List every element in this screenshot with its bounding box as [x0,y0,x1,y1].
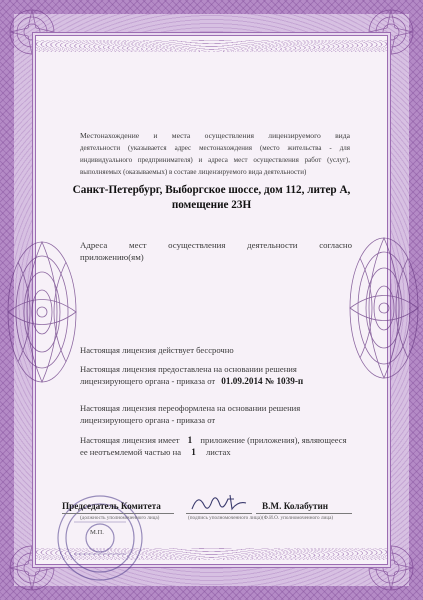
reissue-statement [80,402,352,426]
signatory-name: В.М. Колабутин [262,501,329,511]
reissue-line: Настоящая лицензия переоформлена на основании решения [80,403,301,413]
basis-statement [80,363,352,387]
activity-places-word: осуществления [168,240,226,250]
location-heading-line: Местонахождение и места осуществления лицензируемого вида [80,131,350,140]
location-heading-line: деятельности (указывается адрес местонахождения (место жительства - для [80,144,350,152]
name-caption: (Ф.И.О. уполномоченного лица) [262,515,334,521]
appendix-line-prefix: Настоящая лицензия имеет [80,435,180,445]
wave-ornament-top [36,40,387,52]
activity-places-word: согласно [319,240,352,250]
validity-statement: Настоящая лицензия действует бессрочно [80,345,234,355]
name-line [256,513,352,514]
activity-places-word: Адреса [80,240,108,250]
basis-line: Настоящая лицензия предоставлена на основании решения [80,364,297,374]
activity-places-word: деятельности [247,240,298,250]
appendix-line-suffix: листах [205,447,231,457]
basis-line-prefix: лицензирующего органа - приказа от [80,376,216,386]
appendix-statement [80,434,352,458]
signature-caption: (подпись уполномоченного лица) [188,515,262,521]
position-caption: (должность уполномоченного лица) [80,515,160,521]
activity-places-line: приложению(ям) [80,252,144,262]
location-heading-line: индивидуального предпринимателя) и адреса мест осуществления работ (услуг), [80,156,350,164]
address-line: Санкт-Петербург, Выборгское шоссе, дом 112, литер А, [72,184,351,196]
activity-places-line [80,239,352,251]
appendix-line [80,446,352,458]
stamp-mark: М.П. [90,529,104,536]
location-heading [80,130,350,178]
signature-line [186,513,252,514]
reissue-line: лицензирующего органа - приказа от [80,415,216,425]
order-date-number: 01.09.2014 № 1039-п [221,376,304,386]
appendix-line [80,434,352,446]
sheet-count: 1 [191,447,196,457]
signatory-position: Председатель Комитета [62,501,161,511]
appendix-count: 1 [187,435,193,445]
license-address [70,183,353,213]
appendix-line-prefix: ее неотъемлемой частью на [80,447,182,457]
location-heading-line: выполняемых (оказываемых) в составе лицензируемого вида деятельности) [80,168,307,176]
appendix-line-suffix: приложение (приложения), являющееся [200,435,347,445]
activity-places [80,239,352,263]
address-line: помещение 23Н [171,199,252,211]
activity-places-word: мест [129,240,147,250]
basis-line [80,375,352,387]
handwritten-signature-icon [190,491,248,515]
position-line [62,513,174,514]
